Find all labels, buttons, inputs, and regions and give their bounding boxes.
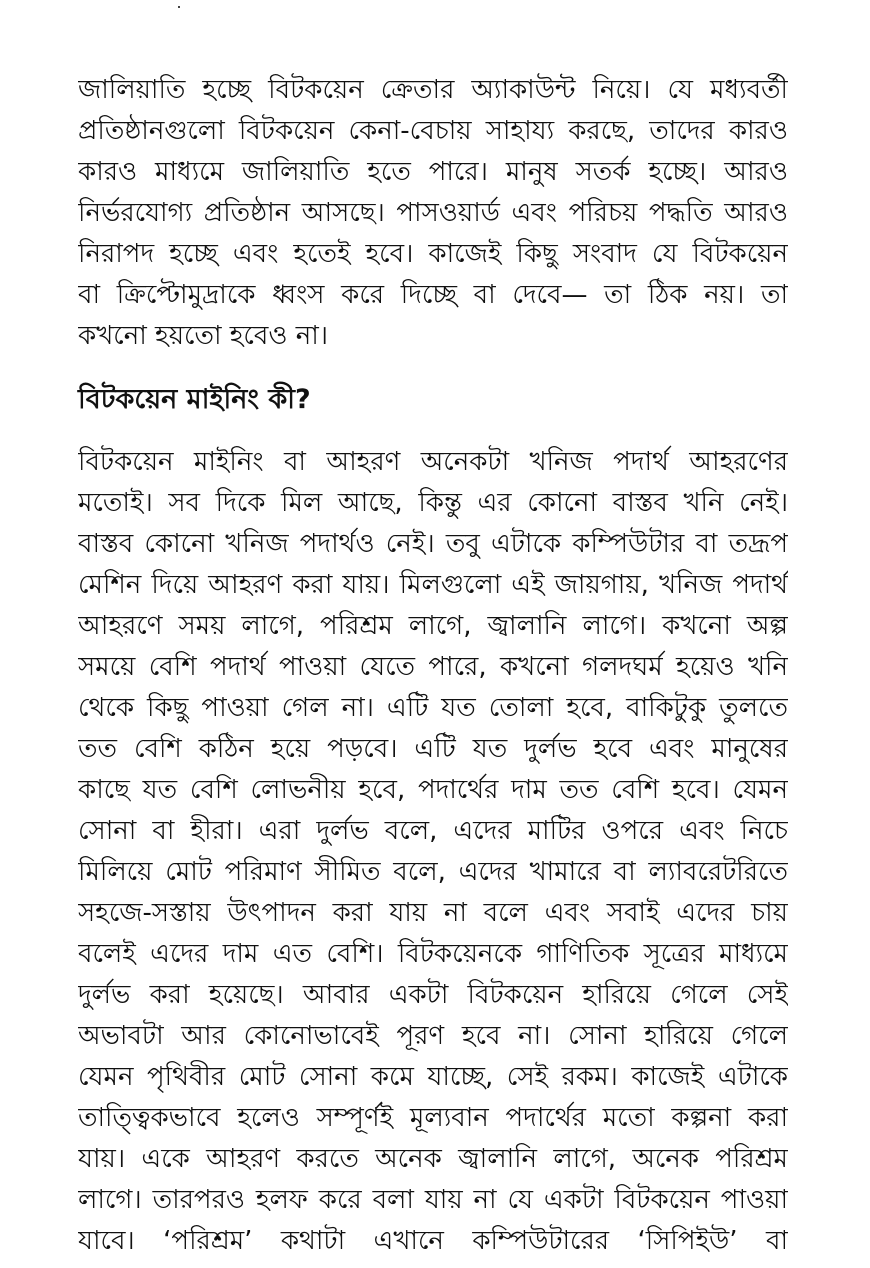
- text-line: মতোই। সব দিকে মিল আছে, কিন্তু এর কোনো বাস্তব খনি নেই।: [78, 488, 788, 519]
- paragraph-fraud: [78, 70, 788, 357]
- text-line: অভাবটা আর কোনোভাবেই পূরণ হবে না। সোনা হারিয়ে গেলে: [78, 1021, 788, 1052]
- text-line: বিটকয়েন মাইনিং বা আহরণ অনেকটা খনিজ পদার্থ আহরণের: [78, 447, 788, 478]
- text-line: নির্ভরযোগ্য প্রতিষ্ঠান আসছে। পাসওয়ার্ড এবং পরিচয় পদ্ধতি আরও: [78, 198, 788, 228]
- text-line: সোনা বা হীরা। এরা দুর্লভ বলে, এদের মাটির ওপরে এবং নিচে: [78, 816, 788, 847]
- text-line: যেমন পৃথিবীর মোট সোনা কমে যাচ্ছে, সেই রকম। কাজেই এটাকে: [78, 1062, 788, 1093]
- text-line: নিরাপদ হচ্ছে এবং হতেই হবে। কাজেই কিছু সংবাদ যে বিটকয়েন: [78, 239, 788, 269]
- text-line: বা ক্রিপ্টোমুদ্রাকে ধ্বংস করে দিচ্ছে বা দেবে— তা ঠিক নয়। তা: [78, 280, 788, 310]
- text-line: কারও মাধ্যমে জালিয়াতি হতে পারে। মানুষ সতর্ক হচ্ছে। আরও: [78, 157, 788, 187]
- text-line: আহরণে সময় লাগে, পরিশ্রম লাগে, জ্বালানি লাগে। কখনো অল্প: [78, 611, 788, 642]
- text-line: তাত্ত্বিকভাবে হলেও সম্পূর্ণই মূল্যবান পদার্থের মতো কল্পনা করা: [78, 1103, 788, 1134]
- text-line: লাগে। তারপরও হলফ করে বলা যায় না যে একটা বিটকয়েন পাওয়া: [78, 1185, 788, 1216]
- text-line: কখনো হয়তো হবেও না।: [78, 321, 329, 351]
- page-edge-mark: [178, 6, 180, 8]
- document-page: [78, 70, 788, 1262]
- text-line: প্রতিষ্ঠানগুলো বিটকয়েন কেনা-বেচায় সাহায্য করছে, তাদের কারও: [78, 116, 788, 146]
- text-line: বাস্তব কোনো খনিজ পদার্থও নেই। তবু এটাকে কম্পিউটার বা তদ্রূপ: [78, 529, 788, 560]
- text-line: তত বেশি কঠিন হয়ে পড়বে। এটি যত দুর্লভ হবে এবং মানুষের: [78, 734, 788, 765]
- text-line: বলেই এদের দাম এত বেশি। বিটকয়েনকে গাণিতিক সূত্রের মাধ্যমে: [78, 939, 788, 970]
- text-line: মিলিয়ে মোট পরিমাণ সীমিত বলে, এদের খামারে বা ল্যাবরেটরিতে: [78, 857, 788, 888]
- section-heading: বিটকয়েন মাইনিং কী?: [78, 384, 311, 415]
- text-line: সময়ে বেশি পদার্থ পাওয়া যেতে পারে, কখনো গলদঘর্ম হয়েও খনি: [78, 652, 788, 683]
- text-line: জালিয়াতি হচ্ছে বিটকয়েন ক্রেতার অ্যাকাউন্ট নিয়ে। যে মধ্যবর্তী: [78, 75, 788, 105]
- text-line: কাছে যত বেশি লোভনীয় হবে, পদার্থের দাম তত বেশি হবে। যেমন: [78, 775, 788, 806]
- text-line: থেকে কিছু পাওয়া গেল না। এটি যত তোলা হবে, বাকিটুকু তুলতে: [78, 693, 788, 724]
- paragraph-mining: [78, 442, 788, 1262]
- text-line: মেশিন দিয়ে আহরণ করা যায়। মিলগুলো এই জায়গায়, খনিজ পদার্থ: [78, 570, 788, 601]
- text-line: সহজে-সস্তায় উৎপাদন করা যায় না বলে এবং সবাই এদের চায়: [78, 898, 788, 929]
- text-line: যাবে। ‘পরিশ্রম’ কথাটা এখানে কম্পিউটারের ‘সিপিইউ’ বা: [78, 1226, 788, 1257]
- text-line: দুর্লভ করা হয়েছে। আবার একটা বিটকয়েন হারিয়ে গেলে সেই: [78, 980, 788, 1011]
- text-line: যায়। একে আহরণ করতে অনেক জ্বালানি লাগে, অনেক পরিশ্রম: [78, 1144, 788, 1175]
